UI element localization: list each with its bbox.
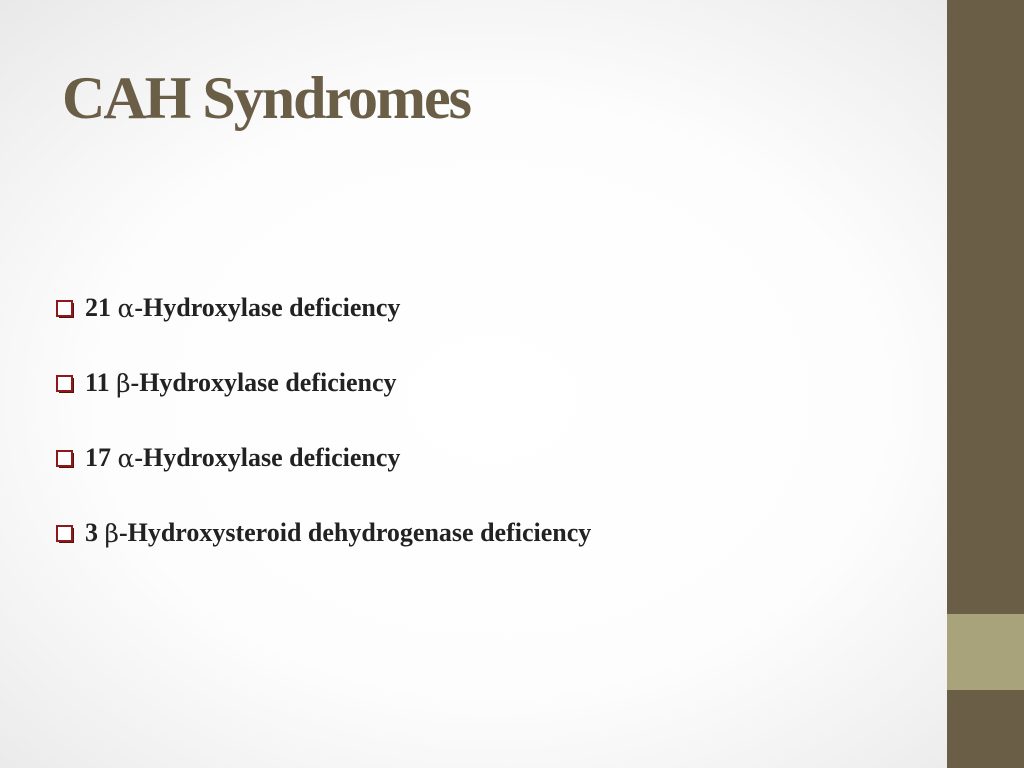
checkbox-square-icon bbox=[56, 300, 73, 317]
sidebar-accent-block bbox=[947, 614, 1024, 690]
bullet-text: -Hydroxylase deficiency bbox=[134, 443, 401, 472]
checkbox-square-icon bbox=[56, 450, 73, 467]
list-item bbox=[56, 288, 591, 328]
greek-symbol: β bbox=[104, 518, 119, 548]
checkbox-square-icon bbox=[56, 375, 73, 392]
bullet-text: -Hydroxysteroid dehydrogenase deficiency bbox=[118, 518, 592, 547]
checkbox-square-icon bbox=[56, 525, 73, 542]
bullet-number: 11 bbox=[85, 368, 110, 397]
list-item bbox=[56, 438, 591, 478]
bullet-number: 21 bbox=[85, 293, 111, 322]
greek-symbol: α bbox=[117, 293, 135, 323]
bullet-number: 3 bbox=[85, 518, 98, 547]
bullet-text: -Hydroxylase deficiency bbox=[134, 293, 401, 322]
bullet-text: -Hydroxylase deficiency bbox=[130, 368, 397, 397]
bullet-list bbox=[56, 288, 591, 588]
greek-symbol: α bbox=[117, 443, 135, 473]
list-item bbox=[56, 513, 591, 553]
list-item bbox=[56, 363, 591, 403]
bullet-number: 17 bbox=[85, 443, 111, 472]
greek-symbol: β bbox=[116, 368, 131, 398]
slide-title: CAH Syndromes bbox=[62, 65, 470, 131]
